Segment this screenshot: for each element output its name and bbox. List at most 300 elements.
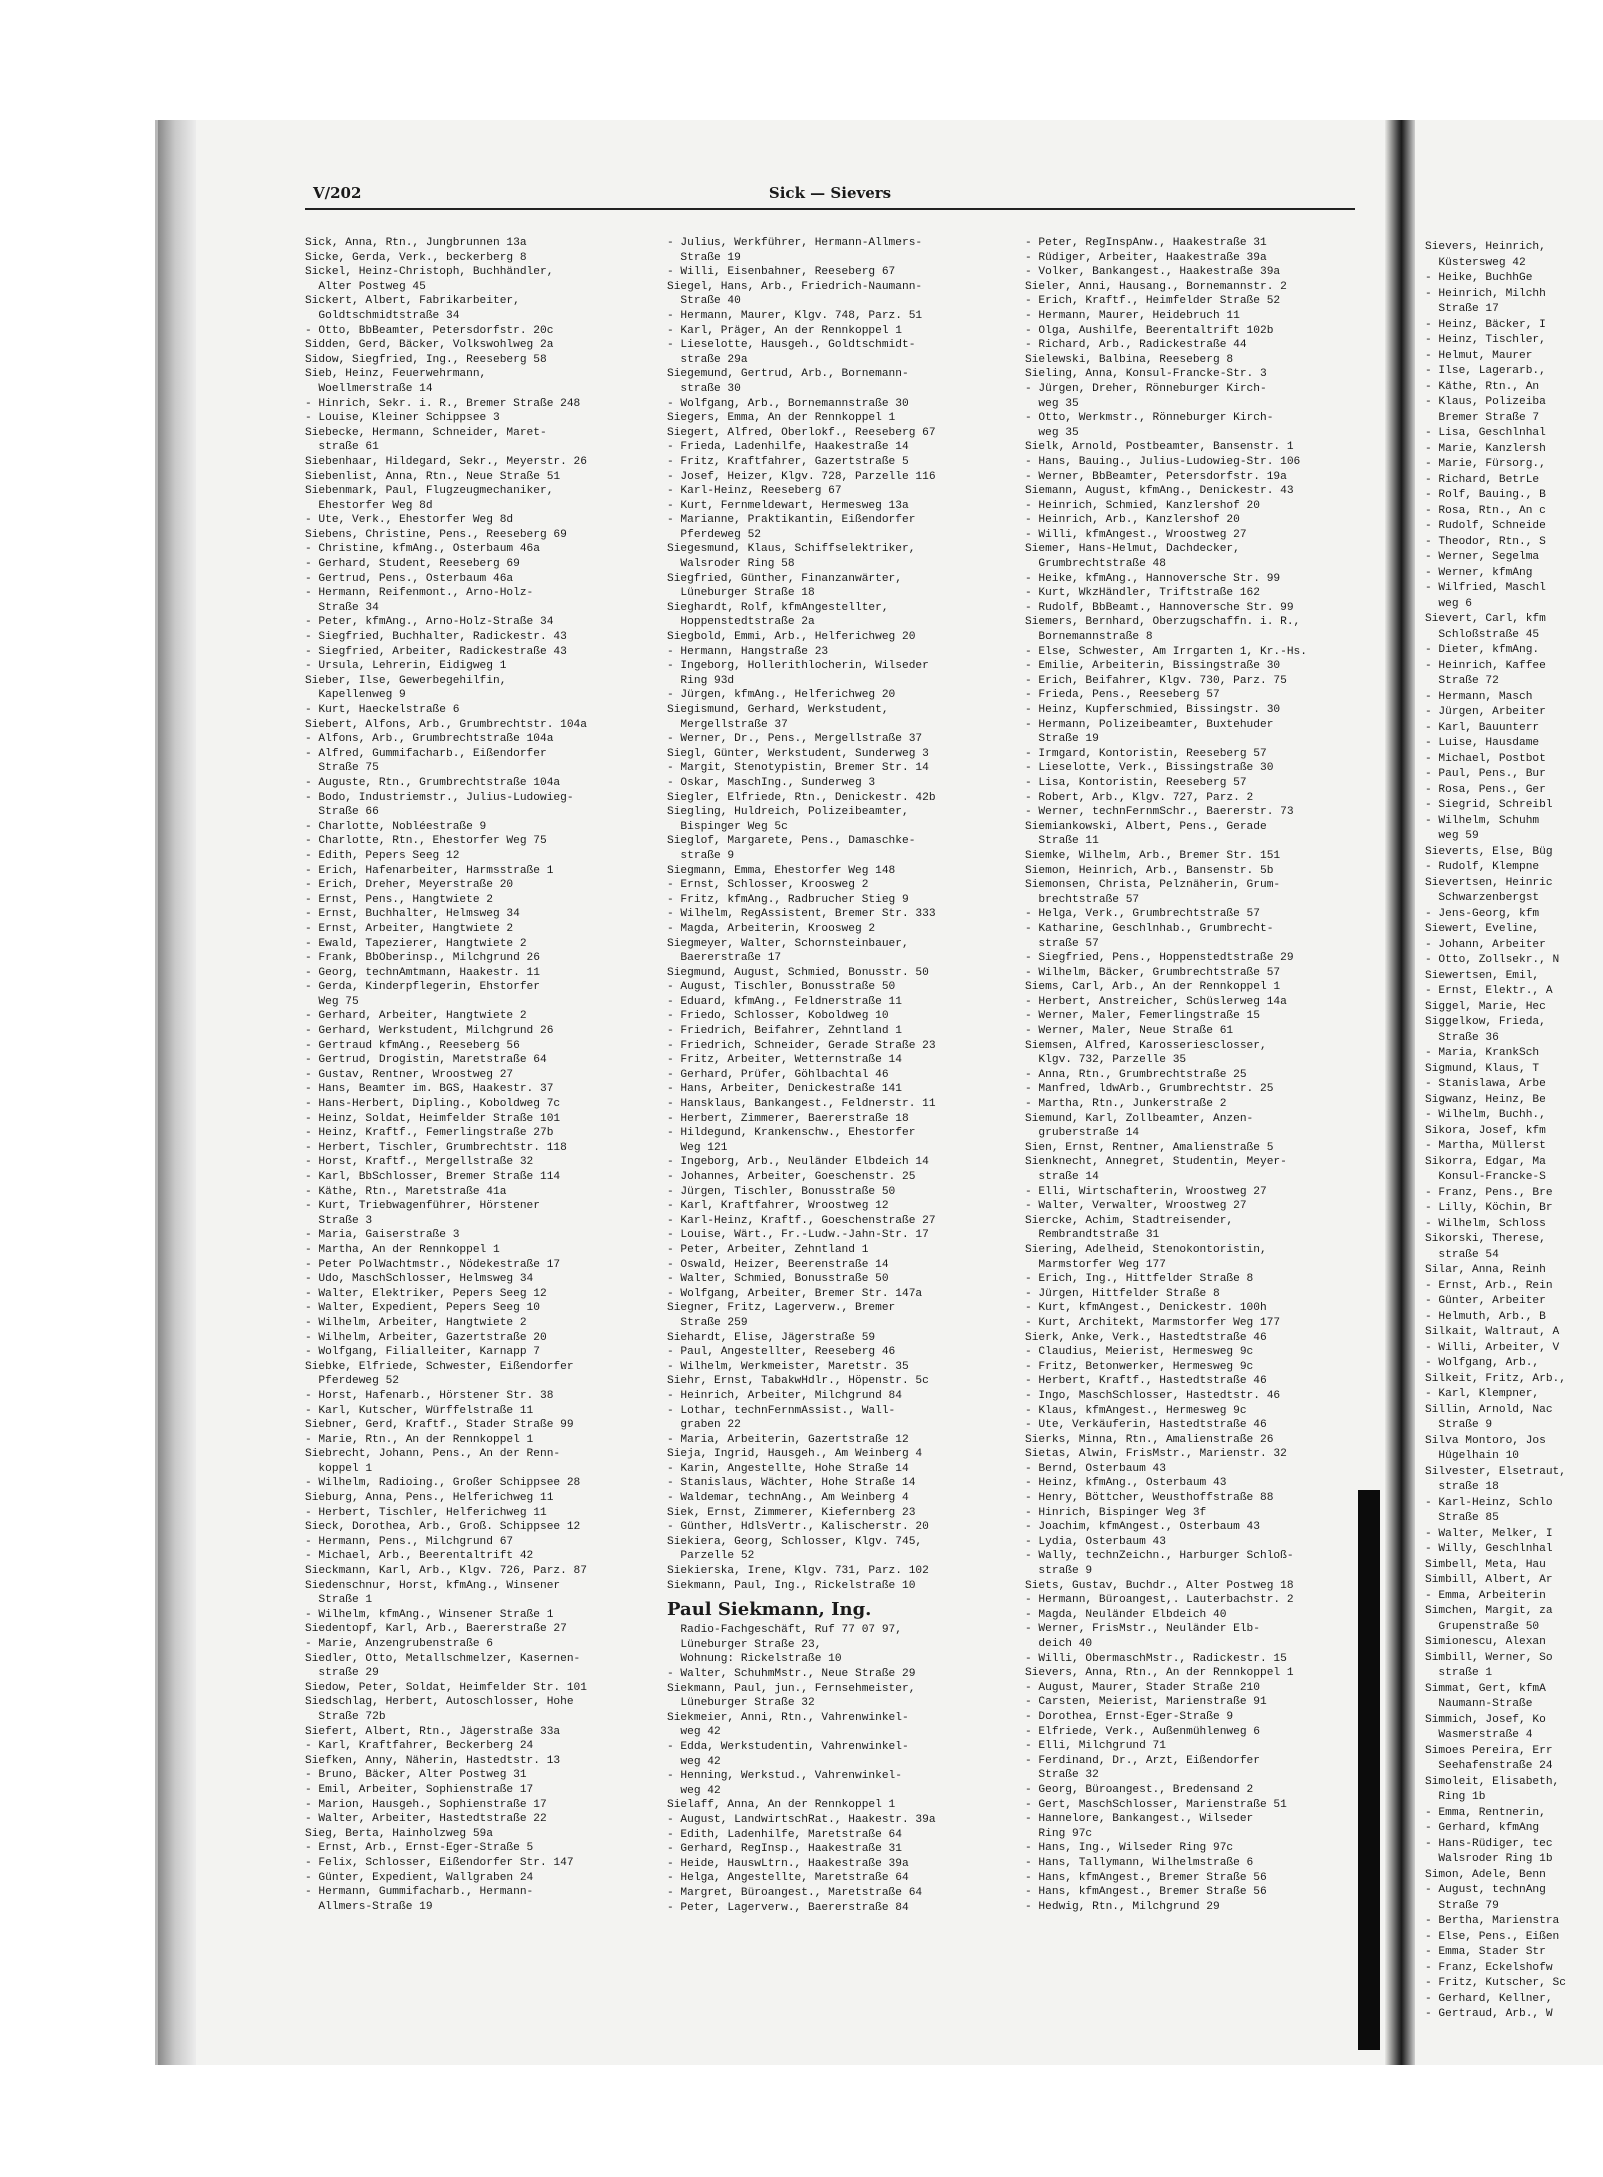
directory-entry: - August, Maurer, Stader Straße 210: [1025, 1681, 1260, 1694]
directory-entry: Siekiera, Georg, Schlosser, Klgv. 745,: [667, 1535, 923, 1548]
directory-entry: - Edith, Ladenhilfe, Maretstraße 64: [667, 1828, 902, 1841]
directory-entry: Goldtschmidtstraße 34: [305, 309, 460, 322]
directory-entry: - Heinz, Soldat, Heimfelder Straße 101: [305, 1112, 561, 1125]
directory-entry: Lüneburger Straße 32: [667, 1697, 815, 1710]
directory-entry: Siedler, Otto, Metallschmelzer, Kasernen-: [305, 1652, 581, 1665]
directory-entry: Ehestorfer Weg 8d: [305, 499, 433, 512]
directory-entry: - Auguste, Rtn., Grumbrechtstraße 104a: [305, 776, 561, 789]
directory-entry: - Hans, kfmAngest., Bremer Straße 56: [1025, 1871, 1267, 1884]
next-page-entry: Sikorski, Therese,: [1425, 1233, 1546, 1245]
directory-entry: - Margret, Büroangest., Maretstraße 64: [667, 1886, 923, 1899]
directory-entry: - Louise, Wärt., Fr.-Ludw.-Jahn-Str. 17: [667, 1229, 929, 1242]
directory-entry: Siek, Ernst, Zimmerer, Kiefernberg 23: [667, 1506, 916, 1519]
directory-entry: - Alfons, Arb., Grumbrechtstraße 104a: [305, 733, 554, 746]
next-page-entry: - Karl, Bauunterr: [1425, 721, 1540, 734]
directory-entry: - Hermann, Maurer, Klgv. 748, Parz. 51: [667, 309, 923, 322]
next-page-entry: - Rosa, Rtn., An c: [1425, 504, 1546, 517]
directory-entry: Bispinger Weg 5c: [667, 820, 788, 833]
directory-entry: Sick, Anna, Rtn., Jungbrunnen 13a: [305, 237, 527, 249]
next-page-entry: Simbell, Meta, Hau: [1425, 1558, 1546, 1571]
directory-entry: - Wilhelm, RegAssistent, Bremer Str. 333: [667, 908, 936, 921]
directory-entry: - Werner, Maler, Femerlingstraße 15: [1025, 1010, 1260, 1023]
directory-entry: - Hans, Beamter im. BGS, Haakestr. 37: [305, 1083, 554, 1096]
next-page-entry: - Willy, Geschlnhal: [1425, 1543, 1553, 1555]
directory-entry: straße 30: [667, 382, 741, 395]
directory-entry: - Gustav, Rentner, Wroostweg 27: [305, 1068, 514, 1081]
directory-entry: - Helga, Angestellte, Maretstraße 64: [667, 1872, 909, 1885]
next-page-entry: - Gertraud, Arb., W: [1425, 2008, 1553, 2020]
next-page-entry: - Bertha, Marienstra: [1425, 1915, 1560, 1927]
directory-entry: - Hansklaus, Bankangest., Feldnerstr. 11: [667, 1098, 936, 1111]
directory-entry: - Jürgen, Tischler, Bonusstraße 50: [667, 1185, 896, 1198]
directory-entry: - Rudolf, BbBeamt., Hannoversche Str. 99: [1025, 601, 1294, 614]
next-page-entry: - Ernst, Elektr., A: [1425, 985, 1553, 997]
directory-entry: - Kurt, Triebwagenführer, Hörstener: [305, 1200, 540, 1213]
next-page-entry: - Klaus, Polizeiba: [1425, 396, 1546, 408]
next-page-entry: Simbill, Werner, So: [1425, 1651, 1553, 1664]
directory-entry: Siemon, Heinrich, Arb., Bansenstr. 5b: [1025, 864, 1274, 877]
directory-entry: - Hermann, Gummifacharb., Hermann-: [305, 1886, 534, 1899]
directory-entry: - Erich, Dreher, Meyerstraße 20: [305, 879, 514, 892]
directory-entry: Siegert, Alfred, Oberlokf., Reeseberg 67: [667, 426, 936, 439]
directory-entry: - Wilhelm, Bäcker, Grumbrechtstraße 57: [1025, 966, 1281, 979]
directory-entry: - Wolfgang, Filialleiter, Karnapp 7: [305, 1346, 540, 1359]
directory-entry: - Gerhard, Werkstudent, Milchgrund 26: [305, 1025, 554, 1038]
directory-entry: - Johannes, Arbeiter, Goeschenstr. 25: [667, 1171, 916, 1183]
next-page-entry: - Rolf, Bauing., B: [1425, 489, 1546, 501]
directory-entry: - Oskar, MaschIng., Sunderweg 3: [667, 776, 876, 789]
next-page-entry: Ring 1b: [1425, 1791, 1486, 1803]
directory-entry: Siefken, Anny, Näherin, Hastedtstr. 13: [305, 1754, 561, 1767]
directory-entry: - Heike, kfmAng., Hannoversche Str. 99: [1025, 572, 1281, 585]
directory-entry: - Henning, Werkstud., Vahrenwinkel-: [667, 1770, 902, 1783]
directory-entry: - Ernst, Buchhalter, Helmsweg 34: [305, 908, 520, 921]
directory-entry: - Wally, technZeichn., Harburger Schloß-: [1025, 1550, 1294, 1563]
next-page-entry: Straße 85: [1425, 1512, 1499, 1524]
next-page-entry: Straße 9: [1425, 1419, 1493, 1431]
directory-entry: Allmers-Straße 19: [305, 1900, 433, 1913]
directory-entry: Grumbrechtstraße 48: [1025, 558, 1166, 571]
directory-entry: - Lisa, Kontoristin, Reeseberg 57: [1025, 776, 1247, 789]
directory-entry: Siegmeyer, Walter, Schornsteinbauer,: [667, 937, 909, 950]
directory-entry: - Otto, Werkmstr., Rönneburger Kirch-: [1025, 412, 1274, 425]
directory-entry: - Käthe, Rtn., Maretstraße 41a: [305, 1185, 507, 1198]
next-page-entry: - Maria, KrankSch: [1425, 1047, 1540, 1059]
directory-entry: Straße 40: [667, 295, 741, 308]
directory-entry: Rembrandtstraße 31: [1025, 1229, 1160, 1242]
directory-entry: - Felix, Schlosser, Eißendorfer Str. 147: [305, 1856, 574, 1869]
directory-entry: weg 35: [1025, 426, 1079, 439]
next-page-entry: Simoes Pereira, Err: [1425, 1744, 1553, 1757]
directory-entry: - Horst, Kraftf., Mergellstraße 32: [305, 1156, 534, 1169]
next-page-entry: Küstersweg 42: [1425, 256, 1526, 269]
directory-entry: brechtstraße 57: [1025, 893, 1140, 906]
directory-entry: Siegfried, Günther, Finanzanwärter,: [667, 572, 902, 585]
directory-entry: - Herbert, Zimmerer, Baererstraße 18: [667, 1112, 909, 1125]
next-page-entry: Sieverts, Else, Büg: [1425, 845, 1553, 858]
directory-entry: - Hermann, Polizeibeamter, Buxtehuder: [1025, 718, 1274, 731]
directory-entry: Sieling, Anna, Konsul-Francke-Str. 3: [1025, 368, 1267, 381]
next-page-entry: Wasmerstraße 4: [1425, 1729, 1533, 1741]
next-page-entry: - Rudolf, Schneide: [1425, 520, 1546, 532]
directory-entry: - Irmgard, Kontoristin, Reeseberg 57: [1025, 747, 1267, 760]
next-page-entry: - Johann, Arbeiter: [1425, 938, 1546, 951]
next-page-entry: - Willi, Arbeiter, V: [1425, 1341, 1560, 1354]
directory-entry: straße 9: [667, 849, 735, 862]
directory-page: [305, 180, 1355, 2050]
directory-entry: - Erich, Hafenarbeiter, Harmsstraße 1: [305, 864, 554, 877]
directory-entry: - Werner, Dr., Pens., Mergellstraße 37: [667, 733, 923, 746]
next-page-entry: straße 18: [1425, 1481, 1499, 1493]
next-page-entry: Naumann-Straße: [1425, 1698, 1533, 1710]
directory-entry: - Willi, Eisenbahner, Reeseberg 67: [667, 266, 896, 279]
next-page-entry: - Fritz, Kutscher, Sc: [1425, 1977, 1566, 1989]
directory-entry: - Ingeborg, Hollerithlocherin, Wilseder: [667, 660, 929, 673]
directory-entry: Sielk, Arnold, Postbeamter, Bansenstr. 1: [1025, 441, 1294, 454]
directory-entry: Lüneburger Straße 23,: [667, 1638, 822, 1651]
directory-entry: - Hans, Tallymann, Wilhelmstraße 6: [1025, 1856, 1254, 1869]
directory-entry: - Hermann, Pens., Milchgrund 67: [305, 1535, 514, 1548]
directory-entry: Straße 1: [305, 1594, 373, 1607]
next-page-entry: - Lisa, Geschlnhal: [1425, 427, 1546, 439]
directory-entry: - Oswald, Heizer, Beerenstraße 14: [667, 1258, 889, 1271]
directory-entry: - Marie, Anzengrubenstraße 6: [305, 1638, 493, 1650]
directory-entry: - Walter, Expedient, Pepers Seeg 10: [305, 1302, 540, 1315]
directory-entry: - Ernst, Schlosser, Kroosweg 2: [667, 879, 869, 892]
directory-entry: - Herbert, Tischler, Helferichweg 11: [305, 1506, 547, 1519]
directory-entry: - Karl, BbSchlosser, Bremer Straße 114: [305, 1171, 561, 1183]
directory-entry: Sienknecht, Annegret, Studentin, Meyer-: [1025, 1156, 1287, 1169]
directory-entry: Straße 259: [667, 1316, 748, 1329]
directory-entry: Straße 32: [1025, 1769, 1099, 1782]
directory-entry: Siegismund, Gerhard, Werkstudent,: [667, 704, 889, 716]
directory-entry: Sieler, Anni, Hausang., Bornemannstr. 2: [1025, 280, 1287, 293]
directory-entry: Woellmerstraße 14: [305, 382, 433, 395]
directory-entry: - Jürgen, Hittfelder Straße 8: [1025, 1287, 1220, 1300]
directory-entry: Siefert, Albert, Rtn., Jägerstraße 33a: [305, 1725, 561, 1738]
directory-entry: - Lydia, Osterbaum 43: [1025, 1535, 1166, 1548]
directory-entry: Sieckmann, Karl, Arb., Klgv. 726, Parz. 87: [305, 1565, 587, 1578]
directory-entry: - Gertraud kfmAng., Reeseberg 56: [305, 1039, 520, 1052]
next-page-entry: - Wolfgang, Arb.,: [1425, 1357, 1540, 1369]
directory-entry: - Emilie, Arbeiterin, Bissingstraße 30: [1025, 660, 1281, 673]
next-page-entry: Silva Montoro, Jos: [1425, 1434, 1546, 1447]
next-page-entry: Sievertsen, Heinric: [1425, 876, 1553, 889]
directory-entry: - Ferdinand, Dr., Arzt, Eißendorfer: [1025, 1754, 1260, 1767]
next-page-entry: Silkait, Waltraut, A: [1425, 1326, 1560, 1338]
next-page-entry: Straße 36: [1425, 1031, 1499, 1044]
next-page-entry: Walsroder Ring 1b: [1425, 1853, 1553, 1865]
directory-entry: Sicke, Gerda, Verk., beckerberg 8: [305, 251, 527, 264]
directory-entry: gruberstraße 14: [1025, 1127, 1140, 1140]
directory-entry: Sieja, Ingrid, Hausgeh., Am Weinberg 4: [667, 1448, 923, 1461]
next-page-entry: - Ernst, Arb., Rein: [1425, 1279, 1553, 1292]
directory-entry: - Peter PolWachtmstr., Nödekestraße 17: [305, 1258, 561, 1271]
directory-entry: - Gerhard, RegInsp., Haakestraße 31: [667, 1843, 902, 1856]
directory-entry: - Hans, Ing., Wilseder Ring 97c: [1025, 1842, 1234, 1855]
directory-entry: Siegl, Günter, Werkstudent, Sunderweg 3: [667, 747, 929, 760]
directory-entry: - Katharine, Geschlnhab., Grumbrecht-: [1025, 922, 1274, 935]
directory-entry: - Georg, Büroangest., Bredensand 2: [1025, 1783, 1254, 1796]
directory-entry: Siemers, Bernhard, Oberzugschaffn. i. R.,: [1025, 616, 1301, 629]
directory-entry: - Walter, Verwalter, Wroostweg 27: [1025, 1200, 1247, 1213]
next-page-entry: Simbill, Albert, Ar: [1425, 1574, 1553, 1586]
next-page-entry: Silar, Anna, Reinh: [1425, 1264, 1546, 1276]
directory-entry: Sien, Ernst, Rentner, Amalienstraße 5: [1025, 1141, 1274, 1154]
next-page-entry: - Werner, kfmAng: [1425, 566, 1533, 579]
directory-entry: - Paul, Angestellter, Reeseberg 46: [667, 1346, 896, 1359]
directory-entry: - Herbert, Tischler, Grumbrechtstr. 118: [305, 1141, 567, 1154]
next-page-entry: - Otto, Zollsekr., N: [1425, 954, 1560, 966]
directory-entry: - Heide, HauswLtrn., Haakestraße 39a: [667, 1857, 909, 1870]
next-page-entry: - Käthe, Rtn., An: [1425, 380, 1540, 393]
directory-entry: Siemke, Wilhelm, Arb., Bremer Str. 151: [1025, 849, 1281, 862]
directory-entry: Siemsen, Alfred, Karosseriesclosser,: [1025, 1039, 1267, 1052]
directory-entry: - Frieda, Ladenhilfe, Haakestraße 14: [667, 441, 909, 454]
directory-entry: Siems, Carl, Arb., An der Rennkoppel 1: [1025, 981, 1281, 994]
next-page-entry: Sikora, Josef, kfm: [1425, 1124, 1546, 1137]
next-page-entry: Siewertsen, Emil,: [1425, 969, 1540, 982]
directory-entry: - Ernst, Pens., Hangtwiete 2: [305, 893, 493, 906]
directory-entry: Sieghardt, Rolf, kfmAngestellter,: [667, 601, 889, 614]
directory-entry: - Hermann, Büroangest,. Lauterbachstr. 2: [1025, 1594, 1294, 1607]
directory-entry: Baererstraße 17: [667, 952, 782, 965]
directory-entry: deich 40: [1025, 1638, 1093, 1650]
directory-entry: - Klaus, kfmAngest., Hermesweg 9c: [1025, 1404, 1247, 1417]
next-page-entry: - Dieter, kfmAng.: [1425, 644, 1540, 656]
directory-entry: Sietas, Alwin, FrisMstr., Marienstr. 32: [1025, 1448, 1287, 1461]
directory-entry: - Edith, Pepers Seeg 12: [305, 849, 460, 862]
directory-entry: - Bodo, Industriemstr., Julius-Ludowieg-: [305, 791, 574, 804]
directory-entry: - Hans, Bauing., Julius-Ludowieg-Str. 106: [1025, 455, 1301, 468]
directory-entry: Ring 97c: [1025, 1827, 1093, 1840]
page-title: Sick — Sievers: [768, 184, 892, 202]
directory-entry: - Ute, Verkäuferin, Hastedtstraße 46: [1025, 1419, 1267, 1432]
directory-entry: - Lieselotte, Verk., Bissingstraße 30: [1025, 762, 1274, 775]
directory-entry: - Heinz, Kupferschmied, Bissingstr. 30: [1025, 704, 1281, 716]
next-page-entry: - Franz, Pens., Bre: [1425, 1186, 1553, 1199]
directory-entry: - Christine, kfmAng., Osterbaum 46a: [305, 543, 540, 556]
directory-entry: - Richard, Arb., Radickestraße 44: [1025, 339, 1247, 352]
directory-entry: - Otto, BbBeamter, Petersdorfstr. 20c: [305, 324, 554, 337]
directory-entry: - Hans, Arbeiter, Denickestraße 141: [667, 1083, 902, 1096]
next-page-entry: - Wilhelm, Schuhm: [1425, 814, 1540, 827]
directory-entry: Sidow, Siegfried, Ing., Reeseberg 58: [305, 353, 547, 366]
directory-entry: - Jürgen, Dreher, Rönneburger Kirch-: [1025, 382, 1267, 395]
directory-entry: - Eduard, kfmAng., Feldnerstraße 11: [667, 995, 902, 1008]
directory-entry: - Hermann, Reifenmont., Arno-Holz-: [305, 587, 534, 600]
directory-entry: Siedow, Peter, Soldat, Heimfelder Str. 101: [305, 1681, 587, 1694]
directory-entry: - Maria, Arbeiterin, Gazertstraße 12: [667, 1433, 909, 1446]
directory-entry: - Hedwig, Rtn., Milchgrund 29: [1025, 1900, 1220, 1913]
directory-entry: - Henry, Böttcher, Weusthoffstraße 88: [1025, 1492, 1274, 1505]
directory-entry: - Hans-Herbert, Dipling., Koboldweg 7c: [305, 1098, 561, 1111]
directory-entry: - Anna, Rtn., Grumbrechtstraße 25: [1025, 1068, 1247, 1081]
directory-entry: Sierks, Minna, Rtn., Amalienstraße 26: [1025, 1433, 1274, 1446]
next-page-entry: - Rudolf, Klempne: [1425, 861, 1540, 873]
next-page-entry: - Paul, Pens., Bur: [1425, 768, 1546, 780]
directory-entry: Wohnung: Rickelstraße 10: [667, 1653, 842, 1666]
directory-entry: - Siegfried, Buchhalter, Radickestr. 43: [305, 631, 567, 644]
directory-entry: - Manfred, ldwArb., Grumbrechtstr. 25: [1025, 1083, 1274, 1096]
directory-entry: - Bernd, Osterbaum 43: [1025, 1462, 1166, 1475]
next-page-entry: - Hermann, Masch: [1425, 690, 1533, 703]
directory-entry: - Ursula, Lehrerin, Eidigweg 1: [305, 660, 507, 673]
next-page-entry: - Gerhard, Kellner,: [1425, 1992, 1553, 2005]
directory-entry: Weg 75: [305, 995, 359, 1008]
next-page-entry: - Walter, Melker, I: [1425, 1527, 1553, 1540]
directory-entry: Pferdeweg 52: [667, 528, 761, 541]
directory-entry: - Magda, Arbeiterin, Kroosweg 2: [667, 922, 876, 935]
directory-entry: Siegler, Elfriede, Rtn., Denickestr. 42b: [667, 791, 936, 804]
directory-entry: - Friedrich, Beifahrer, Zehntland 1: [667, 1025, 902, 1038]
directory-entry: Siekmann, Paul, Ing., Rickelstraße 10: [667, 1579, 916, 1592]
next-page-entry: - Karl, Klempner,: [1425, 1388, 1540, 1400]
next-page-entry: Konsul-Francke-S: [1425, 1171, 1546, 1183]
directory-entry: - August, LandwirtschRat., Haakestr. 39a: [667, 1813, 936, 1826]
directory-entry: Kapellenweg 9: [305, 689, 406, 702]
directory-entry: - Dorothea, Ernst-Eger-Straße 9: [1025, 1710, 1234, 1723]
directory-entry: Klgv. 732, Parzelle 35: [1025, 1054, 1187, 1067]
directory-entry: - Ernst, Arbeiter, Hangtwiete 2: [305, 922, 514, 935]
directory-entry: - Elfriede, Verk., Außenmühlenweg 6: [1025, 1725, 1260, 1738]
directory-entry: Sielewski, Balbina, Reeseberg 8: [1025, 353, 1234, 366]
directory-entry: - Hermann, Hangstraße 23: [667, 645, 829, 658]
directory-entry: Siegers, Emma, An der Rennkoppel 1: [667, 412, 896, 425]
directory-entry: - Karl-Heinz, Reeseberg 67: [667, 485, 842, 498]
directory-entry: - Peter, kfmAng., Arno-Holz-Straße 34: [305, 616, 554, 629]
next-page-entry: Sigwanz, Heinz, Be: [1425, 1093, 1546, 1106]
directory-entry: - Ingo, MaschSchlosser, Hastedtstr. 46: [1025, 1389, 1281, 1402]
next-page-entry: - Else, Pens., Eißen: [1425, 1930, 1560, 1943]
directory-entry: - Maria, Gaiserstraße 3: [305, 1229, 460, 1242]
directory-entry: Siemer, Hans-Helmut, Dachdecker,: [1025, 543, 1240, 556]
next-page-entry: Seehafenstraße 24: [1425, 1760, 1553, 1772]
directory-entry: Straße 11: [1025, 835, 1099, 848]
directory-entry: Sieburg, Anna, Pens., Helferichweg 11: [305, 1492, 554, 1505]
next-page-entry: - Günter, Arbeiter: [1425, 1295, 1546, 1307]
directory-entry: Siedentopf, Karl, Arb., Baererstraße 27: [305, 1623, 567, 1636]
directory-entry: - Horst, Hafenarb., Hörstener Str. 38: [305, 1389, 554, 1402]
directory-entry: Siehr, Ernst, TabakwHdlr., Höpenstr. 5c: [667, 1375, 929, 1388]
directory-entry: Siemonsen, Christa, Pelznäherin, Grum-: [1025, 879, 1281, 892]
next-page-entry: Grupenstraße 50: [1425, 1620, 1540, 1633]
next-page-entry: - Rosa, Pens., Ger: [1425, 783, 1546, 796]
next-page-entry: Sigmund, Klaus, T: [1425, 1062, 1540, 1075]
next-page-entry: - Wilhelm, Buchh.,: [1425, 1109, 1546, 1121]
directory-entry: Sieglof, Margarete, Pens., Damaschke-: [667, 835, 916, 848]
directory-entry: Siering, Adelheid, Stenokontoristin,: [1025, 1243, 1267, 1256]
next-page-entry: Straße 79: [1425, 1899, 1499, 1912]
directory-entry: Parzelle 52: [667, 1550, 755, 1563]
directory-entry: - Fritz, Arbeiter, Wetternstraße 14: [667, 1054, 902, 1067]
next-page-entry: straße 1: [1425, 1667, 1493, 1679]
next-page-entry: Schwarzenbergst: [1425, 892, 1540, 904]
directory-entry: Siegesmund, Klaus, Schiffselektriker,: [667, 543, 916, 556]
directory-entry: - Hinrich, Bispinger Weg 3f: [1025, 1506, 1207, 1519]
directory-entry: - Ute, Verk., Ehestorfer Weg 8d: [305, 514, 514, 527]
directory-entry: Hoppenstedtstraße 2a: [667, 616, 815, 629]
directory-entry: - Karl, Kutscher, Würffelstraße 11: [305, 1404, 534, 1417]
directory-entry: Siedschlag, Herbert, Autoschlosser, Hohe: [305, 1696, 574, 1709]
directory-entry: straße 29a: [667, 353, 748, 366]
directory-entry: - Georg, technAmtmann, Haakestr. 11: [305, 966, 540, 979]
directory-entry: - Martha, Rtn., Junkerstraße 2: [1025, 1098, 1227, 1111]
next-page-entry: - Martha, Müllerst: [1425, 1140, 1546, 1152]
directory-entry: - Robert, Arb., Klgv. 727, Parz. 2: [1025, 791, 1254, 804]
next-page-entry: Silvester, Elsetraut,: [1425, 1465, 1566, 1478]
directory-entry: - Magda, Neuländer Elbdeich 40: [1025, 1608, 1227, 1621]
next-page-entry: - Karl-Heinz, Schlo: [1425, 1496, 1553, 1509]
next-page-fragment: [1425, 240, 1600, 2020]
next-page-entry: - August, technAng: [1425, 1884, 1546, 1896]
directory-entry: - Werner, Maler, Neue Straße 61: [1025, 1025, 1234, 1038]
directory-entry: Siegbold, Emmi, Arb., Helferichweg 20: [667, 631, 916, 644]
directory-entry: straße 61: [305, 441, 379, 454]
next-page-entry: - Heinz, Tischler,: [1425, 334, 1546, 346]
directory-entry: - Werner, BbBeamter, Petersdorfstr. 19a: [1025, 470, 1287, 483]
directory-entry: Mergellstraße 37: [667, 718, 788, 731]
directory-entry: - Gertrud, Pens., Osterbaum 46a: [305, 572, 514, 585]
directory-entry: Siercke, Achim, Stadtreisender,: [1025, 1214, 1234, 1227]
directory-entry: weg 42: [667, 1784, 721, 1797]
next-page-entry: Simmat, Gert, kfmA: [1425, 1682, 1546, 1695]
directory-entry: - Louise, Kleiner Schippsee 3: [305, 412, 500, 425]
directory-entry: - Gerhard, Student, Reeseberg 69: [305, 558, 520, 571]
directory-entry: Sieber, Ilse, Gewerbegehilfin,: [305, 674, 507, 687]
directory-entry: Sielaff, Anna, An der Rennkoppel 1: [667, 1799, 896, 1812]
directory-entry: Sidden, Gerd, Bäcker, Volkswohlweg 2a: [305, 339, 554, 352]
directory-entry: straße 57: [1025, 937, 1099, 950]
next-page-entry: Siewert, Eveline,: [1425, 923, 1540, 935]
next-page-entry: Simchen, Margit, za: [1425, 1605, 1553, 1617]
directory-entry: - Walter, Elektriker, Pepers Seeg 12: [305, 1287, 547, 1300]
directory-entry: - Carsten, Meierist, Marienstraße 91: [1025, 1696, 1267, 1709]
next-page-entry: Simoleit, Elisabeth,: [1425, 1775, 1560, 1788]
directory-entry: - Günther, HdlsVertr., Kalischerstr. 20: [667, 1521, 929, 1534]
directory-entry: Siekmann, Paul, jun., Fernsehmeister,: [667, 1682, 916, 1695]
directory-entry: - Elli, Milchgrund 71: [1025, 1740, 1166, 1753]
directory-entry: - Gerda, Kinderpflegerin, Ehstorfer: [305, 981, 540, 994]
directory-entry: - Gert, MaschSchlosser, Marienstraße 51: [1025, 1798, 1287, 1811]
directory-entry: Weg 121: [667, 1141, 728, 1154]
company-heading: Paul Siekmann, Ing.: [667, 1599, 872, 1621]
book-gutter: [1385, 120, 1415, 2065]
directory-entry: Straße 72b: [305, 1710, 386, 1723]
next-page-entry: - Emma, Arbeiterin: [1425, 1589, 1546, 1602]
directory-entry: - Hans, kfmAngest., Bremer Straße 56: [1025, 1886, 1267, 1899]
directory-entry: - Margit, Stenotypistin, Bremer Str. 14: [667, 762, 929, 775]
directory-entry: Ring 93d: [667, 674, 735, 687]
directory-entry: - Emil, Arbeiter, Sophienstraße 17: [305, 1783, 534, 1796]
directory-entry: - August, Tischler, Bonusstraße 50: [667, 981, 896, 994]
directory-entry: - Siegfried, Pens., Hoppenstedtstraße 29: [1025, 952, 1294, 965]
next-page-entry: - Marie, Kanzlersh: [1425, 442, 1546, 455]
directory-entry: - Charlotte, Rtn., Ehestorfer Weg 75: [305, 835, 547, 848]
next-page-entry: - Jürgen, Arbeiter: [1425, 706, 1546, 718]
directory-entry: - Heinz, Kraftf., Femerlingstraße 27b: [305, 1127, 554, 1140]
directory-entry: Sierk, Anke, Verk., Hastedtstraße 46: [1025, 1331, 1267, 1344]
directory-entry: - Karin, Angestellte, Hohe Straße 14: [667, 1462, 909, 1475]
directory-entry: - Ingeborg, Arb., Neuländer Elbdeich 14: [667, 1156, 929, 1169]
directory-entry: - Willi, kfmAngest., Wroostweg 27: [1025, 528, 1247, 541]
next-page-entry: - Franz, Eckelshofw: [1425, 1961, 1553, 1974]
directory-entry: Sievers, Anna, Rtn., An der Rennkoppel 1: [1025, 1667, 1294, 1680]
next-page-entry: - Helmut, Maurer: [1425, 349, 1533, 362]
directory-entry: - Gerhard, Prüfer, Göhlbachtal 46: [667, 1068, 889, 1081]
directory-entry: - Marianne, Praktikantin, Eißendorfer: [667, 514, 916, 527]
directory-entry: weg 35: [1025, 397, 1079, 410]
